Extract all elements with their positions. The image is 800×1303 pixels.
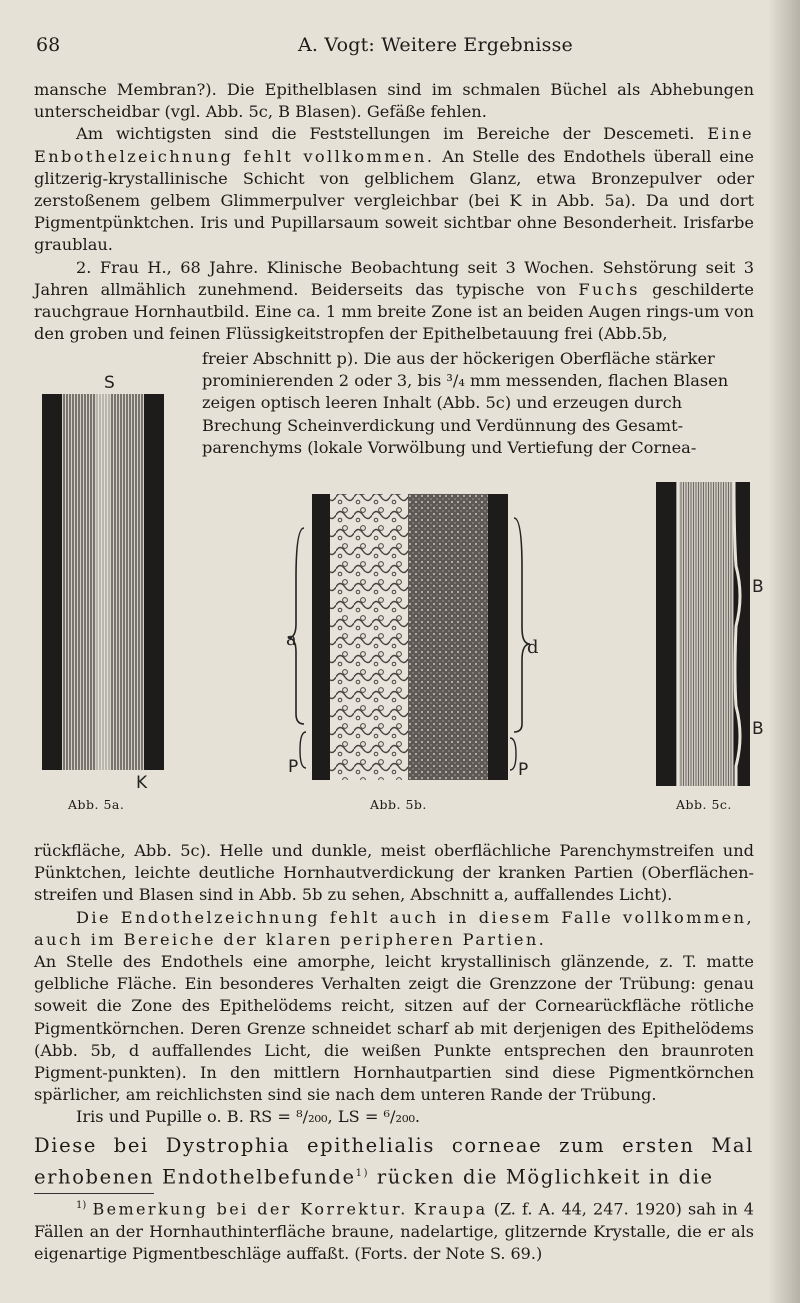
label-d: d: [527, 637, 539, 658]
emphasis-paragraph: Diese bei Dystrophia epithelialis corneae zum ersten Mal erhobenen Endothelbefunde$^{1)}$ rücken die Möglichkeit in die: [34, 1134, 754, 1189]
page-shadow: [768, 0, 800, 1303]
wrap-line: freier Abschnitt p). Die aus der höckerigen Oberfläche stärker: [202, 349, 715, 368]
brace-p-right: [510, 738, 516, 770]
footnote-marker: 1): [76, 1200, 87, 1211]
dark-band: [656, 482, 676, 786]
label-b2: B: [752, 719, 764, 739]
label-a: a: [286, 629, 297, 650]
footnote-ref: 1): [355, 1168, 370, 1179]
spaced-paragraph: Die Endothelzeichnung fehlt auch in diesem Falle vollkommen, auch im Bereiche der klaren peripheren Partien.: [34, 907, 754, 949]
paragraph: Am wichtigsten sind die Feststellungen im Bereiche der Descemeti. Eine Enbothelzeichnung fehlt vollkommen. An Stelle des Endothels überall eine glitzerig-krystallinische Schicht von gelblichem Glanz, etwa Bronzepulver oder zerstoßenem gelbem Glimmerpulver vergleichbar (bei K in Abb. 5a). Da und dort Pigmentpünktchen. Iris und Pupillarsaum soweit sichtbar ohne Besonderheit. Irisfarbe graublau.: [34, 124, 755, 255]
dark-band: [488, 494, 508, 780]
paragraph: An Stelle des Endothels eine amorphe, leicht krystallinisch glänzende, z. T. matte gelbliche Fläche. Ein besonderes Verhalten zeigt die Grenzzone der Trübung: genau soweit die Zone des Epithelödems reicht, sitzen auf der Cornearückfläche rötliche Pigmentkörnchen. Deren Grenze schneidet scharf ab mit derjenigen des Epithelödems (Abb. 5b, d auffallendes Licht, die weißen Punkte entsprechen den braunroten Pigment-punkten). In den mittlern Hornhautpartien sind diese Pigmentkörnchen spärlicher, am reichlichsten sind sie nach dem unteren Rande der Trübung.: [34, 952, 754, 1105]
footnote: [34, 1195, 754, 1266]
section-d-pattern: [408, 494, 488, 780]
footnote-spaced: Bemerkung bei der Korrektur.: [92, 1199, 408, 1219]
paragraph: rückfläche, Abb. 5c). Helle und dunkle, meist oberflächliche Parenchymstreifen und Pünktchen, leichte deutliche Hornhautverdickung der kranken Partien (Oberflächen-streifen und Blasen sind in Abb. 5b zu sehen, Abschnitt a, auffallendes Licht).: [34, 841, 754, 905]
paragraph: Iris und Pupille o. B. RS = ⁸/₂₀₀, LS = ⁶/₂₀₀.: [76, 1107, 421, 1127]
dark-band: [42, 394, 62, 770]
top-text: [34, 79, 754, 345]
author-name: Fuchs: [578, 279, 640, 299]
label-k: K: [136, 773, 148, 793]
wrap-line: parenchyms (lokale Vorwölbung und Vertiefung der Cornea-: [202, 437, 697, 457]
caption-5c: Abb. 5c.: [676, 797, 732, 812]
spaced-emphasis: Eine Enbothelzeichnung fehlt vollkommen.: [34, 124, 754, 166]
label-p-left: P: [288, 757, 299, 777]
paragraph: 2. Frau H., 68 Jahre. Klinische Beobachtung seit 3 Wochen. Sehstörung seit 3 Jahren allmählich zunehmend. Beiderseits das typische von Fuchs geschilderte rauchgraue Hornhautbild. Eine ca. 1 mm breite Zone ist an beiden Augen rings-um von den groben und feinen Flüssigkeitstropfen der Epithelbetauung frei (Abb.5b,: [34, 257, 755, 344]
figure-5c: [650, 476, 760, 792]
brace-p-left: [300, 732, 306, 768]
footnote-text: (Z. f. A. 44, 247. 1920) sah in 4 Fällen an der Hornhauthinterfläche braune, nadelartige, glitzernde Krystalle, die er als eigenartige Pigmentbeschläge auffaßt. (Forts. der Note S. 69.): [34, 1199, 754, 1264]
page-header: [36, 34, 756, 60]
label-s: S: [104, 373, 115, 393]
brace-a: [288, 528, 304, 724]
caption-5a: Abb. 5a.: [68, 797, 125, 812]
footnote-rule: [34, 1193, 154, 1194]
dark-band: [312, 494, 330, 780]
wrap-line: Brechung Scheinverdickung und Verdünnung des Gesamt-: [202, 415, 684, 435]
paragraph: mansche Membran?). Die Epithelblasen sind im schmalen Büchel als Abhebungen unterscheidbar (vgl. Abb. 5c, B Blasen). Gefäße fehlen.: [34, 80, 754, 122]
dark-band: [144, 394, 164, 770]
bottom-text: [34, 840, 754, 1129]
figure-5a: [36, 388, 176, 788]
wrap-line: zeigen optisch leeren Inhalt (Abb. 5c) und erzeugen durch: [202, 393, 683, 413]
footnote-name: Kraupa: [413, 1199, 488, 1219]
section-a-pattern: [330, 494, 408, 780]
wrap-text: [202, 348, 754, 459]
wrap-line: prominierenden 2 oder 3, bis ³/₄ mm messenden, flachen Blasen: [202, 371, 729, 391]
brace-d: [514, 518, 530, 732]
stroma-band: [676, 482, 734, 786]
label-b1: B: [752, 577, 764, 597]
figure-5b: [282, 488, 532, 788]
light-stripe: [96, 394, 110, 770]
page-number: 68: [36, 34, 61, 56]
caption-5b: Abb. 5b.: [370, 797, 427, 812]
running-title: A. Vogt: Weitere Ergebnisse: [298, 34, 573, 56]
label-p-right: P: [518, 760, 529, 780]
